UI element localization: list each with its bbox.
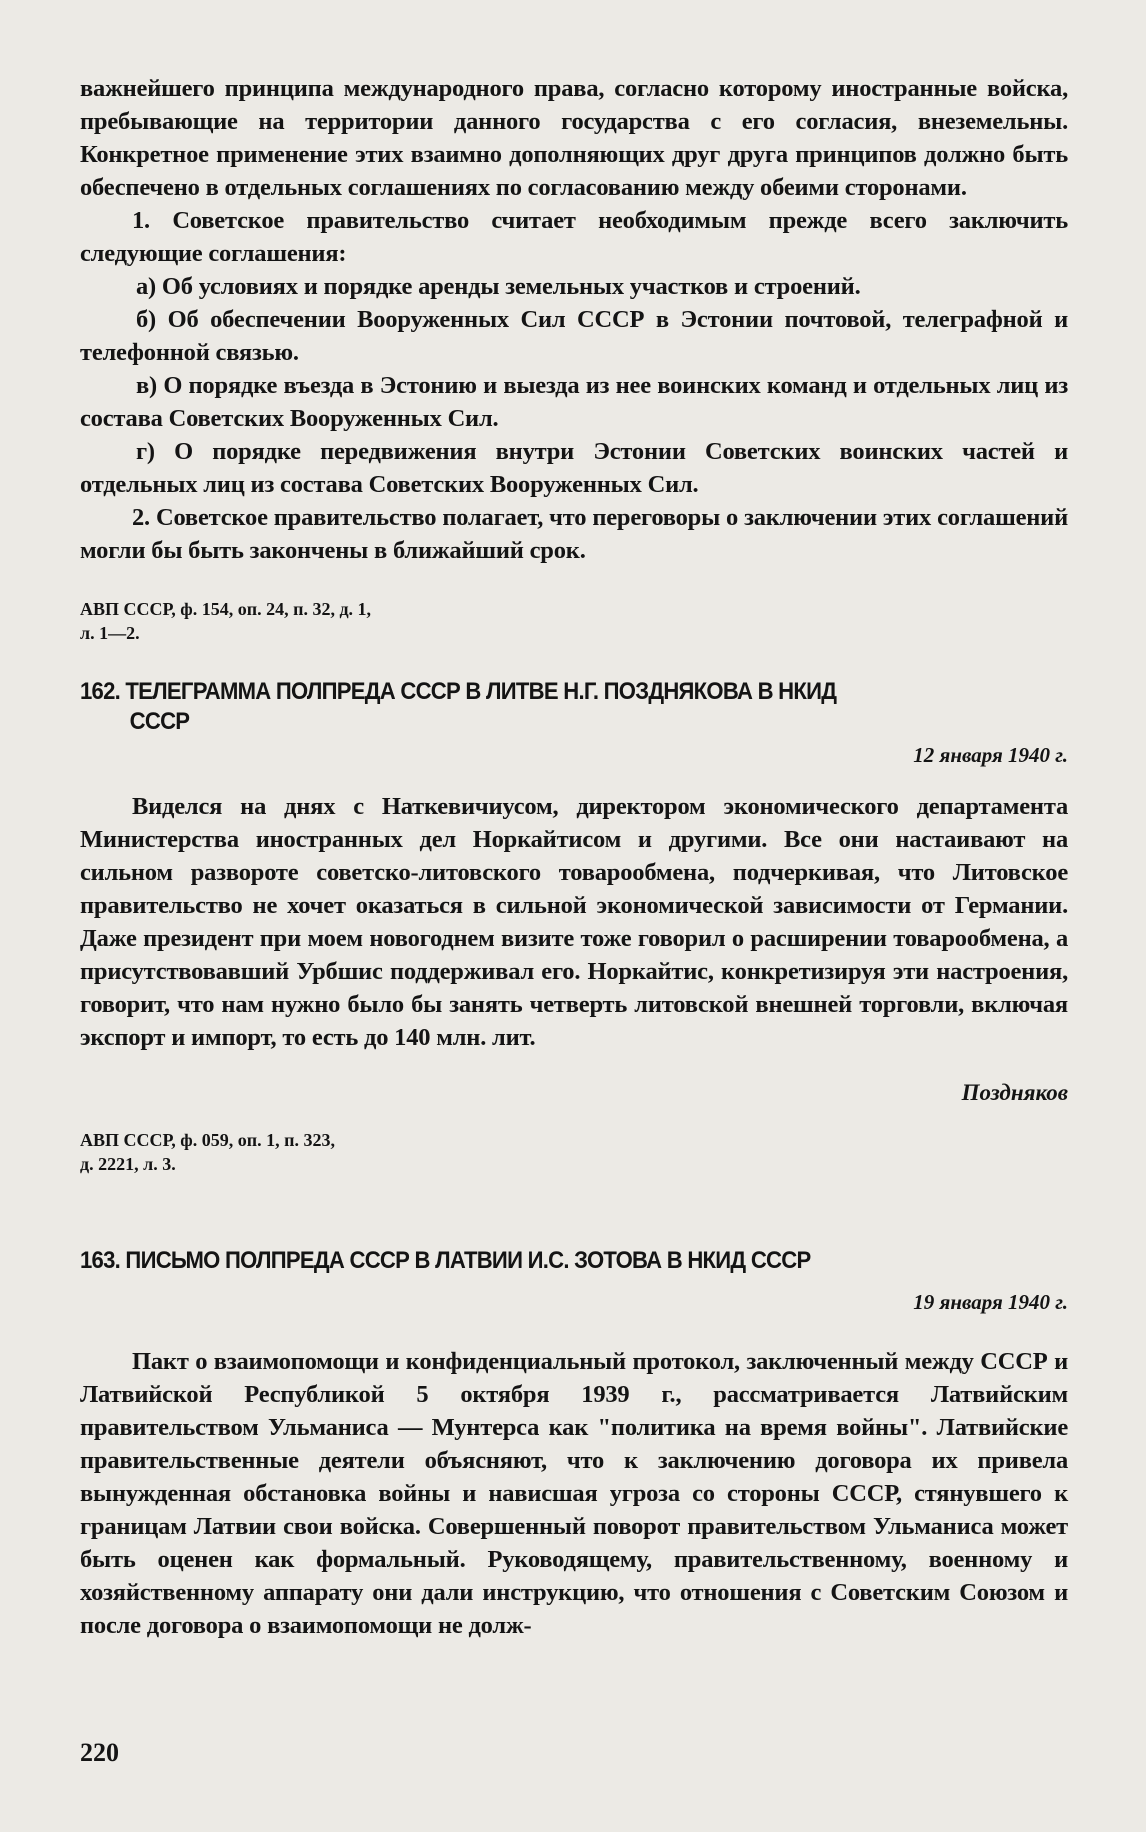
intro-source-ref-line2: л. 1—2. bbox=[80, 623, 140, 643]
doc162-source-ref-line1: АВП СССР, ф. 059, оп. 1, п. 323, bbox=[80, 1130, 335, 1150]
doc162-source-ref-line2: д. 2221, л. 3. bbox=[80, 1154, 176, 1174]
doc162-heading-line2: СССР bbox=[129, 708, 190, 735]
doc162-heading bbox=[80, 677, 1146, 737]
doc163-heading-wrap bbox=[80, 1246, 1146, 1276]
doc162-body: Виделся на днях с Наткевичиусом, директором экономического департамента Министерства иностранных дел Норкайтисом и другими. Все они настаивают на сильном развороте советско-литовского товарообмена, подчеркивая, что Литовское правительство не хочет оказаться в сильной экономической зависимости от Германии. Даже президент при моем новогоднем визите тоже говорил о расширении товарообмена, а присутствовавший Урбшис поддерживал его. Норкайтис, конкретизируя эти настроения, говорит, что нам нужно было бы занять четверть литовской внешней торговли, включая экспорт и импорт, то есть до 140 млн. лит. bbox=[80, 793, 1068, 1051]
intro-paragraph: важнейшего принципа международного права, согласно которому иностранные войска, пребывающие на территории данного государства с его согласия, внеземельны. Конкретное применение этих взаимно дополняющих друг друга принципов должно быть обеспечено в отдельных соглашениях по согласованию между обеими сторонами. bbox=[80, 75, 1068, 201]
intro-item-g: г) О порядке передвижения внутри Эстонии Советских воинских частей и отдельных лиц из состава Советских Вооруженных Сил. bbox=[80, 438, 1068, 498]
doc162-heading-line1: 162. ТЕЛЕГРАММА ПОЛПРЕДА СССР В ЛИТВЕ Н.Г. ПОЗДНЯКОВА В НКИД bbox=[80, 678, 837, 705]
intro-item-a: а) Об условиях и порядке аренды земельных участков и строений. bbox=[136, 273, 861, 300]
intro-item-b: б) Об обеспечении Вооруженных Сил СССР в Эстонии почтовой, телеграфной и телефонной связью. bbox=[80, 306, 1068, 366]
doc163-body: Пакт о взаимопомощи и конфиденциальный протокол, заключенный между СССР и Латвийской Республикой 5 октября 1939 г., рассматривается Латвийским правительством Ульманиса — Мунтерса как "политика на время войны". Латвийские правительственные деятели объясняют, что к заключению договора их привела вынужденная обстановка войны и нависшая угроза со стороны СССР, стянувшего к границам Латвии свои войска. Совершенный поворот правительством Ульманиса может быть оценен как формальный. Руководящему, правительственному, военному и хозяйственному аппарату они дали инструкцию, что отношения с Советским Союзом и после договора о взаимопомощи не долж- bbox=[80, 1348, 1068, 1639]
doc163-date: 19 января 1940 г. bbox=[913, 1290, 1068, 1314]
doc162-signature: Поздняков bbox=[961, 1080, 1068, 1105]
page-content bbox=[80, 72, 1068, 1642]
intro-source-ref-line1: АВП СССР, ф. 154, оп. 24, п. 32, д. 1, bbox=[80, 599, 372, 619]
intro-item-v: в) О порядке въезда в Эстонию и выезда из нее воинских команд и отдельных лиц из состава Советских Вооруженных Сил. bbox=[80, 372, 1068, 432]
intro-point-1: 1. Советское правительство считает необходимым прежде всего заключить следующие соглашения: bbox=[80, 207, 1068, 267]
page-number: 220 bbox=[80, 1738, 119, 1767]
doc163-heading: 163. ПИСЬМО ПОЛПРЕДА СССР В ЛАТВИИ И.С. ЗОТОВА В НКИД СССР bbox=[80, 1247, 811, 1274]
doc162-date: 12 января 1940 г. bbox=[913, 743, 1068, 767]
intro-point-2: 2. Советское правительство полагает, что переговоры о заключении этих соглашений могли бы быть закончены в ближайший срок. bbox=[80, 504, 1068, 564]
